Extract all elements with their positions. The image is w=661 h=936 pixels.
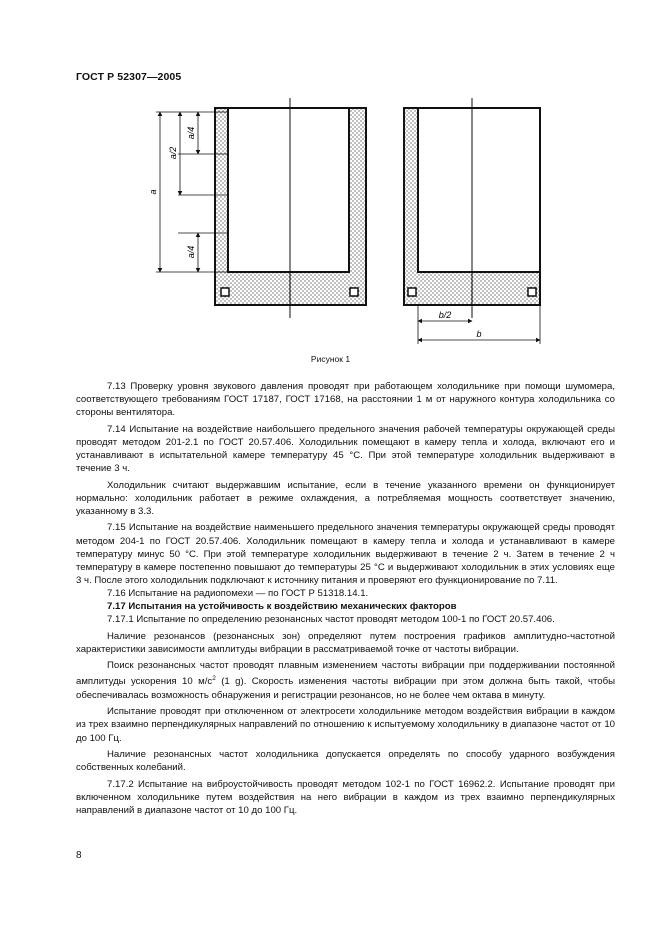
dim-label-a-quarter-top: a/4 xyxy=(186,126,196,140)
dim-label-b-half: b/2 xyxy=(438,310,452,320)
paragraph-7-17-1: 7.17.1 Испытание по определению резонансных частот проводят методом 100-1 по ГОСТ 20.57.406. xyxy=(107,614,555,626)
resonance-search-text-b: (1 g). Скорость изменения частоты вибрации при этом должна быть такой, чтобы обеспечивалась возможность обнаружения и регистрации резонансов, но не более чем октава в минуту. xyxy=(76,676,615,701)
figure-1-drawing xyxy=(140,96,560,346)
paragraph-shock-excitation: Наличие резонансных частот холодильника допускается определять по способу ударного возбуждения собственных колебаний. xyxy=(76,749,615,774)
paragraph-test-conditions: Испытание проводят при отключенном от электросети холодильнике методом воздействия вибрации в каждом из трех взаимно перпендикулярных направлений по отношению к испытуемому холодильнику в диапазоне частот от 10 до 100 Гц. xyxy=(76,706,615,744)
paragraph-7-17-2: 7.17.2 Испытание на виброустойчивость проводят методом 102-1 по ГОСТ 16962.2. Испытание проводят при включенном холодильнике путем воздействия на него вибрации в каждом из трех взаимно перпендикулярных направлений в диапазоне частот от 10 до 100 Гц. xyxy=(76,778,615,816)
figure-caption: Рисунок 1 xyxy=(310,354,351,364)
dim-label-a: a xyxy=(148,189,158,195)
section-heading-text: 7.17 Испытания на устойчивость к воздействию механических факторов xyxy=(107,601,457,612)
paragraph-resonance-search xyxy=(76,659,615,701)
paragraph-7-14: 7.14 Испытание на воздействие наибольшего предельного значения рабочей температуры окружающей среды проводят методом 201-2.1 по ГОСТ 20.57.406. Холодильник помещают в камеру тепла и холода, включают его и устанавливают в испытательной камере температуру 45 °С. При этой температуре холодильник выдерживают в течение 3 ч. xyxy=(76,423,615,475)
paragraph-7-13: 7.13 Проверку уровня звукового давления проводят при работающем холодильнике при помощи шумомера, соответствующего требованиям ГОСТ 17187, ГОСТ 17168, на расстоянии 1 м от наружного контура холодильника со стороны вентилятора. xyxy=(76,381,615,419)
page-number: 8 xyxy=(76,850,82,861)
paragraph-7-14-result: Холодильник считают выдержавшим испытание, если в течение указанного времени он функционирует нормально: холодильник работает в режиме охлаждения, а потребляемая мощность соответствует значению, указанному в 3.3. xyxy=(76,479,615,517)
body-text xyxy=(76,380,615,817)
front-view xyxy=(148,98,366,318)
dim-label-b: b xyxy=(476,329,482,339)
dim-label-a-quarter-bottom: a/4 xyxy=(186,245,196,259)
document-header: ГОСТ Р 52307—2005 xyxy=(76,71,182,83)
side-view xyxy=(404,98,540,344)
paragraph-7-15: 7.15 Испытание на воздействие наименьшего предельного значения температуры окружающей среды проводят методом 204-1 по ГОСТ 20.57.406. Холодильник помещают в камеру тепла и холода и устанавливают в камере температуру минус 50 °С. При этой температуре холодильник выдерживают в течение 2 ч. Затем в течение 2 ч температуру в камере постепенно повышают до температуры 25 °С и выдерживают холодильник в этих условиях еще 3 ч. После этого холодильник подключают к источнику питания и проверяют его функционирование по 7.11. xyxy=(76,522,615,586)
paragraph-7-16: 7.16 Испытание на радиопомехи — по ГОСТ Р 51318.14.1. xyxy=(107,587,369,599)
dim-label-a-half: a/2 xyxy=(168,146,178,160)
paragraph-resonance-definition: Наличие резонансов (резонансных зон) определяют путем построения графиков амплитудно-частотной характеристики зависимости амплитуды вибрации в рассматриваемой точке от частоты вибрации. xyxy=(76,630,615,655)
resonance-search-text-a: Поиск резонансных частот проводят плавным изменением частоты вибрации при поддерживании постоянной амплитуды ускорения 10 м/с xyxy=(76,660,615,688)
unit-superscript: 2 xyxy=(212,675,216,683)
section-heading-7-17 xyxy=(76,600,615,613)
